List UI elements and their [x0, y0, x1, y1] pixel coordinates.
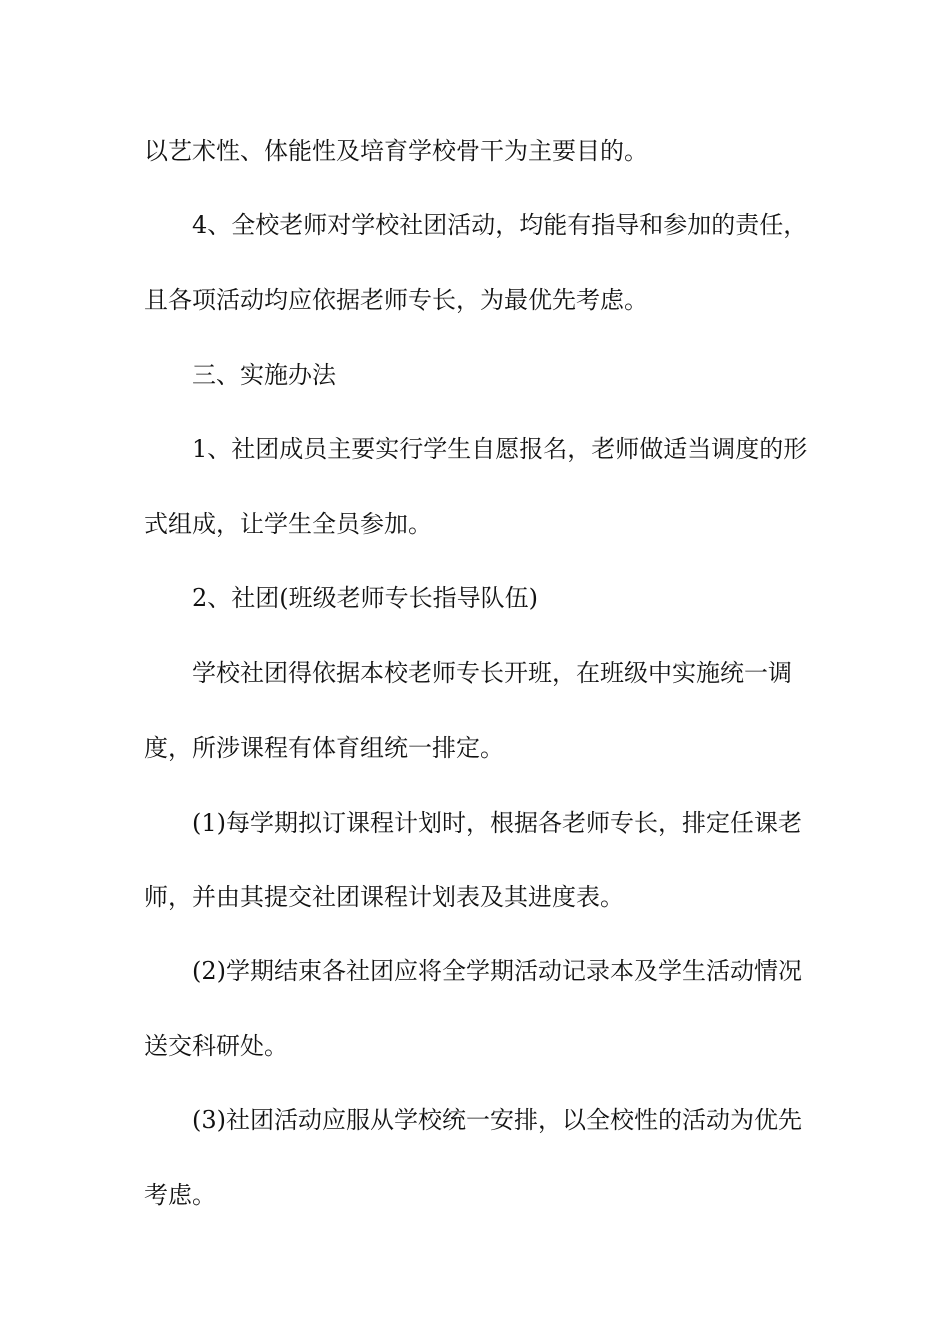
section-heading: 三、实施办法	[192, 361, 336, 389]
body-text-line: 考虑。	[144, 1181, 216, 1209]
body-text-line: (2)学期结束各社团应将全学期活动记录本及学生活动情况	[192, 957, 802, 985]
body-text-line: 师，并由其提交社团课程计划表及其进度表。	[144, 883, 624, 911]
body-text-line: 式组成，让学生全员参加。	[144, 510, 432, 538]
body-text-line: 2、社团(班级老师专长指导队伍)	[192, 584, 538, 612]
body-text-line: 度，所涉课程有体育组统一排定。	[144, 734, 504, 762]
body-text-line: 学校社团得依据本校老师专长开班，在班级中实施统一调	[192, 659, 792, 687]
body-text-line: 送交科研处。	[144, 1032, 288, 1060]
body-text-line: (3)社团活动应服从学校统一安排，以全校性的活动为优先	[192, 1106, 802, 1134]
body-text-line: 以艺术性、体能性及培育学校骨干为主要目的。	[144, 137, 648, 165]
body-text-line: 且各项活动均应依据老师专长，为最优先考虑。	[144, 286, 648, 314]
body-text-line: 1、社团成员主要实行学生自愿报名，老师做适当调度的形	[192, 435, 808, 463]
body-text-line: 4、全校老师对学校社团活动，均能有指导和参加的责任，	[192, 211, 808, 239]
body-text-line: (1)每学期拟订课程计划时，根据各老师专长，排定任课老	[192, 809, 802, 837]
